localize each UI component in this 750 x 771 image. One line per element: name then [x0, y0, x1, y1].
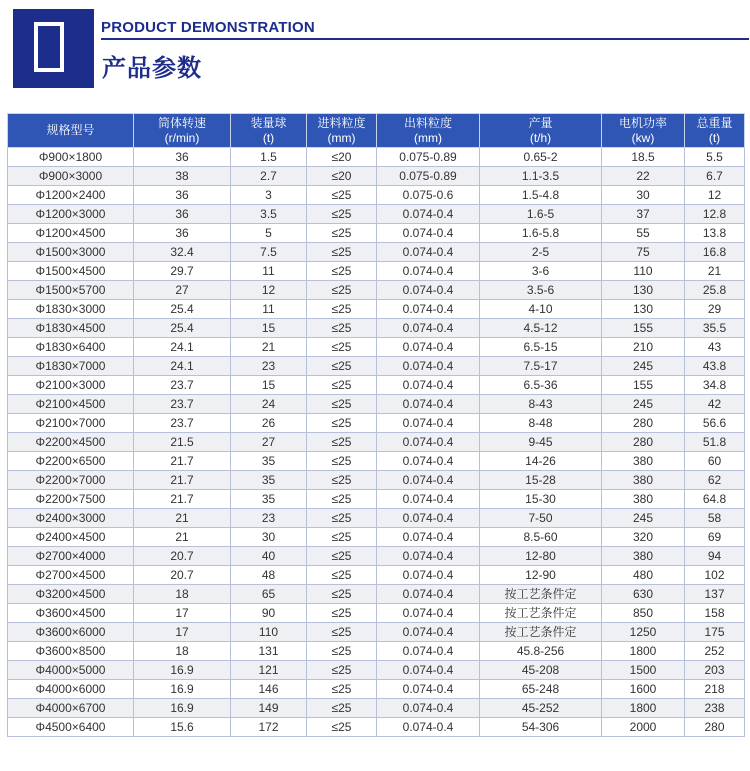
- cell-capacity: 1.5-4.8: [480, 186, 602, 205]
- table-row: [8, 547, 745, 566]
- col-header-model: 规格型号: [8, 114, 134, 148]
- table-row: [8, 338, 745, 357]
- col-header-feed-size: 进料粒度 (mm): [307, 114, 377, 148]
- table-row: [8, 490, 745, 509]
- title-divider: [101, 38, 749, 40]
- title-english: PRODUCT DEMONSTRATION: [101, 19, 315, 36]
- cell-feed-size: ≤20: [307, 148, 377, 167]
- cell-model: Φ2100×7000: [8, 414, 134, 433]
- cell-feed-size: ≤25: [307, 395, 377, 414]
- cell-weight: 51.8: [685, 433, 745, 452]
- cell-feed-size: ≤25: [307, 414, 377, 433]
- cell-weight: 42: [685, 395, 745, 414]
- cell-discharge-size: 0.074-0.4: [377, 490, 480, 509]
- cell-motor-power: 110: [602, 262, 685, 281]
- cell-speed: 18: [134, 585, 231, 604]
- cell-motor-power: 850: [602, 604, 685, 623]
- cell-speed: 20.7: [134, 566, 231, 585]
- cell-capacity: 65-248: [480, 680, 602, 699]
- cell-ball-load: 149: [231, 699, 307, 718]
- cell-discharge-size: 0.074-0.4: [377, 319, 480, 338]
- table-row: [8, 243, 745, 262]
- cell-feed-size: ≤25: [307, 262, 377, 281]
- cell-ball-load: 48: [231, 566, 307, 585]
- cell-feed-size: ≤25: [307, 680, 377, 699]
- cell-motor-power: 280: [602, 433, 685, 452]
- cell-speed: 32.4: [134, 243, 231, 262]
- cell-model: Φ2200×7000: [8, 471, 134, 490]
- cell-motor-power: 1500: [602, 661, 685, 680]
- cell-ball-load: 30: [231, 528, 307, 547]
- cell-ball-load: 7.5: [231, 243, 307, 262]
- cell-model: Φ900×3000: [8, 167, 134, 186]
- cell-model: Φ3600×6000: [8, 623, 134, 642]
- cell-capacity: 54-306: [480, 718, 602, 737]
- cell-ball-load: 24: [231, 395, 307, 414]
- cell-weight: 64.8: [685, 490, 745, 509]
- cell-capacity: 1.6-5: [480, 205, 602, 224]
- logo-frame: [34, 22, 64, 72]
- cell-capacity: 12-90: [480, 566, 602, 585]
- col-header-speed: 筒体转速 (r/min): [134, 114, 231, 148]
- cell-model: Φ4000×6000: [8, 680, 134, 699]
- cell-model: Φ2200×7500: [8, 490, 134, 509]
- cell-feed-size: ≤25: [307, 490, 377, 509]
- cell-model: Φ2700×4500: [8, 566, 134, 585]
- cell-capacity: 3.5-6: [480, 281, 602, 300]
- table-row: [8, 528, 745, 547]
- cell-feed-size: ≤25: [307, 376, 377, 395]
- cell-weight: 280: [685, 718, 745, 737]
- cell-ball-load: 3: [231, 186, 307, 205]
- cell-motor-power: 210: [602, 338, 685, 357]
- cell-speed: 36: [134, 205, 231, 224]
- cell-weight: 34.8: [685, 376, 745, 395]
- cell-motor-power: 2000: [602, 718, 685, 737]
- cell-ball-load: 110: [231, 623, 307, 642]
- cell-weight: 25.8: [685, 281, 745, 300]
- cell-feed-size: ≤25: [307, 528, 377, 547]
- table-row: [8, 585, 745, 604]
- table-header-row: [8, 114, 745, 148]
- cell-ball-load: 11: [231, 262, 307, 281]
- cell-discharge-size: 0.074-0.4: [377, 414, 480, 433]
- table-row: [8, 319, 745, 338]
- cell-discharge-size: 0.074-0.4: [377, 566, 480, 585]
- cell-motor-power: 130: [602, 281, 685, 300]
- cell-feed-size: ≤25: [307, 357, 377, 376]
- table-row: [8, 300, 745, 319]
- cell-speed: 38: [134, 167, 231, 186]
- cell-ball-load: 11: [231, 300, 307, 319]
- cell-model: Φ1830×4500: [8, 319, 134, 338]
- cell-weight: 60: [685, 452, 745, 471]
- cell-ball-load: 23: [231, 357, 307, 376]
- cell-speed: 16.9: [134, 699, 231, 718]
- cell-motor-power: 480: [602, 566, 685, 585]
- table-body: [8, 148, 745, 737]
- cell-model: Φ1200×2400: [8, 186, 134, 205]
- cell-feed-size: ≤25: [307, 509, 377, 528]
- cell-motor-power: 30: [602, 186, 685, 205]
- cell-model: Φ4000×5000: [8, 661, 134, 680]
- cell-speed: 20.7: [134, 547, 231, 566]
- cell-model: Φ1500×5700: [8, 281, 134, 300]
- cell-ball-load: 35: [231, 490, 307, 509]
- cell-discharge-size: 0.074-0.4: [377, 243, 480, 262]
- cell-discharge-size: 0.074-0.4: [377, 699, 480, 718]
- cell-feed-size: ≤25: [307, 243, 377, 262]
- table-row: [8, 262, 745, 281]
- cell-motor-power: 1600: [602, 680, 685, 699]
- cell-capacity: 45-208: [480, 661, 602, 680]
- cell-speed: 17: [134, 623, 231, 642]
- cell-discharge-size: 0.074-0.4: [377, 604, 480, 623]
- col-header-ball-load: 装量球 (t): [231, 114, 307, 148]
- cell-ball-load: 15: [231, 376, 307, 395]
- cell-weight: 203: [685, 661, 745, 680]
- cell-capacity: 0.65-2: [480, 148, 602, 167]
- cell-weight: 102: [685, 566, 745, 585]
- cell-discharge-size: 0.074-0.4: [377, 718, 480, 737]
- cell-weight: 5.5: [685, 148, 745, 167]
- cell-motor-power: 18.5: [602, 148, 685, 167]
- cell-model: Φ4500×6400: [8, 718, 134, 737]
- cell-motor-power: 245: [602, 509, 685, 528]
- table-row: [8, 281, 745, 300]
- cell-speed: 27: [134, 281, 231, 300]
- cell-speed: 23.7: [134, 414, 231, 433]
- cell-discharge-size: 0.074-0.4: [377, 205, 480, 224]
- cell-model: Φ2200×6500: [8, 452, 134, 471]
- cell-model: Φ2700×4000: [8, 547, 134, 566]
- cell-speed: 25.4: [134, 319, 231, 338]
- table-row: [8, 566, 745, 585]
- cell-model: Φ1500×4500: [8, 262, 134, 281]
- cell-capacity: 按工艺条件定: [480, 604, 602, 623]
- cell-speed: 21.7: [134, 452, 231, 471]
- table-row: [8, 205, 745, 224]
- cell-capacity: 4.5-12: [480, 319, 602, 338]
- cell-discharge-size: 0.074-0.4: [377, 509, 480, 528]
- cell-model: Φ2400×3000: [8, 509, 134, 528]
- cell-speed: 21: [134, 509, 231, 528]
- cell-feed-size: ≤25: [307, 585, 377, 604]
- cell-capacity: 14-26: [480, 452, 602, 471]
- cell-motor-power: 55: [602, 224, 685, 243]
- cell-model: Φ900×1800: [8, 148, 134, 167]
- cell-speed: 24.1: [134, 338, 231, 357]
- cell-model: Φ1830×6400: [8, 338, 134, 357]
- cell-feed-size: ≤25: [307, 338, 377, 357]
- col-header-capacity: 产量 (t/h): [480, 114, 602, 148]
- table-row: [8, 148, 745, 167]
- cell-capacity: 8-48: [480, 414, 602, 433]
- table-row: [8, 414, 745, 433]
- cell-motor-power: 320: [602, 528, 685, 547]
- cell-capacity: 15-28: [480, 471, 602, 490]
- cell-speed: 23.7: [134, 395, 231, 414]
- cell-motor-power: 130: [602, 300, 685, 319]
- cell-discharge-size: 0.074-0.4: [377, 300, 480, 319]
- cell-speed: 16.9: [134, 680, 231, 699]
- cell-weight: 21: [685, 262, 745, 281]
- cell-ball-load: 23: [231, 509, 307, 528]
- cell-discharge-size: 0.074-0.4: [377, 680, 480, 699]
- table-row: [8, 604, 745, 623]
- cell-motor-power: 380: [602, 490, 685, 509]
- cell-discharge-size: 0.074-0.4: [377, 376, 480, 395]
- spec-table: [7, 113, 745, 737]
- cell-capacity: 8.5-60: [480, 528, 602, 547]
- cell-ball-load: 35: [231, 452, 307, 471]
- cell-speed: 23.7: [134, 376, 231, 395]
- cell-speed: 15.6: [134, 718, 231, 737]
- cell-capacity: 按工艺条件定: [480, 623, 602, 642]
- cell-model: Φ1200×4500: [8, 224, 134, 243]
- table-row: [8, 357, 745, 376]
- cell-weight: 58: [685, 509, 745, 528]
- cell-model: Φ1830×3000: [8, 300, 134, 319]
- cell-speed: 36: [134, 148, 231, 167]
- cell-ball-load: 21: [231, 338, 307, 357]
- cell-weight: 252: [685, 642, 745, 661]
- cell-model: Φ1200×3000: [8, 205, 134, 224]
- cell-weight: 12: [685, 186, 745, 205]
- cell-feed-size: ≤25: [307, 566, 377, 585]
- cell-discharge-size: 0.074-0.4: [377, 547, 480, 566]
- cell-discharge-size: 0.074-0.4: [377, 224, 480, 243]
- cell-capacity: 7-50: [480, 509, 602, 528]
- cell-discharge-size: 0.074-0.4: [377, 642, 480, 661]
- cell-model: Φ3600×4500: [8, 604, 134, 623]
- cell-ball-load: 146: [231, 680, 307, 699]
- cell-weight: 175: [685, 623, 745, 642]
- table-row: [8, 718, 745, 737]
- cell-ball-load: 90: [231, 604, 307, 623]
- cell-capacity: 12-80: [480, 547, 602, 566]
- cell-weight: 94: [685, 547, 745, 566]
- cell-feed-size: ≤25: [307, 699, 377, 718]
- cell-weight: 35.5: [685, 319, 745, 338]
- cell-discharge-size: 0.075-0.89: [377, 148, 480, 167]
- cell-capacity: 15-30: [480, 490, 602, 509]
- cell-speed: 29.7: [134, 262, 231, 281]
- cell-feed-size: ≤20: [307, 167, 377, 186]
- cell-discharge-size: 0.074-0.4: [377, 262, 480, 281]
- cell-capacity: 6.5-15: [480, 338, 602, 357]
- cell-weight: 12.8: [685, 205, 745, 224]
- cell-ball-load: 172: [231, 718, 307, 737]
- cell-motor-power: 1800: [602, 642, 685, 661]
- cell-motor-power: 245: [602, 357, 685, 376]
- cell-capacity: 9-45: [480, 433, 602, 452]
- cell-motor-power: 380: [602, 471, 685, 490]
- cell-motor-power: 630: [602, 585, 685, 604]
- cell-motor-power: 1800: [602, 699, 685, 718]
- cell-discharge-size: 0.074-0.4: [377, 281, 480, 300]
- table-row: [8, 167, 745, 186]
- cell-feed-size: ≤25: [307, 604, 377, 623]
- cell-speed: 21.5: [134, 433, 231, 452]
- cell-ball-load: 65: [231, 585, 307, 604]
- cell-model: Φ1830×7000: [8, 357, 134, 376]
- table-row: [8, 395, 745, 414]
- cell-weight: 6.7: [685, 167, 745, 186]
- cell-ball-load: 26: [231, 414, 307, 433]
- table-row: [8, 452, 745, 471]
- cell-ball-load: 121: [231, 661, 307, 680]
- table-row: [8, 224, 745, 243]
- cell-capacity: 按工艺条件定: [480, 585, 602, 604]
- cell-capacity: 45-252: [480, 699, 602, 718]
- cell-capacity: 1.1-3.5: [480, 167, 602, 186]
- table-row: [8, 186, 745, 205]
- cell-discharge-size: 0.074-0.4: [377, 528, 480, 547]
- cell-model: Φ4000×6700: [8, 699, 134, 718]
- cell-speed: 18: [134, 642, 231, 661]
- cell-speed: 16.9: [134, 661, 231, 680]
- table-row: [8, 471, 745, 490]
- cell-weight: 62: [685, 471, 745, 490]
- cell-motor-power: 380: [602, 547, 685, 566]
- cell-model: Φ2400×4500: [8, 528, 134, 547]
- page-title: 产品参数: [102, 54, 202, 82]
- cell-speed: 21.7: [134, 490, 231, 509]
- cell-motor-power: 155: [602, 319, 685, 338]
- cell-weight: 69: [685, 528, 745, 547]
- cell-feed-size: ≤25: [307, 224, 377, 243]
- cell-motor-power: 245: [602, 395, 685, 414]
- cell-feed-size: ≤25: [307, 547, 377, 566]
- cell-speed: 17: [134, 604, 231, 623]
- table-row: [8, 661, 745, 680]
- cell-weight: 13.8: [685, 224, 745, 243]
- cell-weight: 43: [685, 338, 745, 357]
- cell-weight: 158: [685, 604, 745, 623]
- cell-model: Φ2100×3000: [8, 376, 134, 395]
- cell-discharge-size: 0.074-0.4: [377, 661, 480, 680]
- cell-discharge-size: 0.074-0.4: [377, 585, 480, 604]
- table-row: [8, 680, 745, 699]
- cell-discharge-size: 0.075-0.6: [377, 186, 480, 205]
- cell-discharge-size: 0.074-0.4: [377, 623, 480, 642]
- cell-feed-size: ≤25: [307, 642, 377, 661]
- cell-ball-load: 1.5: [231, 148, 307, 167]
- cell-model: Φ2200×4500: [8, 433, 134, 452]
- cell-model: Φ3200×4500: [8, 585, 134, 604]
- cell-feed-size: ≤25: [307, 433, 377, 452]
- col-header-weight: 总重量 (t): [685, 114, 745, 148]
- cell-ball-load: 3.5: [231, 205, 307, 224]
- cell-ball-load: 2.7: [231, 167, 307, 186]
- cell-discharge-size: 0.074-0.4: [377, 395, 480, 414]
- cell-discharge-size: 0.074-0.4: [377, 452, 480, 471]
- cell-motor-power: 37: [602, 205, 685, 224]
- cell-feed-size: ≤25: [307, 718, 377, 737]
- cell-motor-power: 280: [602, 414, 685, 433]
- cell-speed: 21: [134, 528, 231, 547]
- cell-feed-size: ≤25: [307, 300, 377, 319]
- cell-capacity: 4-10: [480, 300, 602, 319]
- cell-ball-load: 40: [231, 547, 307, 566]
- cell-speed: 21.7: [134, 471, 231, 490]
- cell-discharge-size: 0.074-0.4: [377, 338, 480, 357]
- cell-discharge-size: 0.075-0.89: [377, 167, 480, 186]
- page-header: [0, 0, 750, 100]
- cell-ball-load: 131: [231, 642, 307, 661]
- cell-ball-load: 5: [231, 224, 307, 243]
- cell-feed-size: ≤25: [307, 319, 377, 338]
- cell-feed-size: ≤25: [307, 186, 377, 205]
- table-row: [8, 699, 745, 718]
- cell-model: Φ3600×8500: [8, 642, 134, 661]
- cell-motor-power: 155: [602, 376, 685, 395]
- cell-ball-load: 27: [231, 433, 307, 452]
- cell-speed: 25.4: [134, 300, 231, 319]
- cell-weight: 29: [685, 300, 745, 319]
- col-header-discharge-size: 出料粒度 (mm): [377, 114, 480, 148]
- table-row: [8, 623, 745, 642]
- cell-feed-size: ≤25: [307, 623, 377, 642]
- cell-motor-power: 75: [602, 243, 685, 262]
- cell-model: Φ2100×4500: [8, 395, 134, 414]
- table-row: [8, 376, 745, 395]
- cell-weight: 56.6: [685, 414, 745, 433]
- table-row: [8, 509, 745, 528]
- brand-logo: [13, 9, 94, 88]
- cell-weight: 218: [685, 680, 745, 699]
- cell-weight: 137: [685, 585, 745, 604]
- cell-capacity: 6.5-36: [480, 376, 602, 395]
- cell-model: Φ1500×3000: [8, 243, 134, 262]
- cell-capacity: 2-5: [480, 243, 602, 262]
- cell-capacity: 8-43: [480, 395, 602, 414]
- cell-speed: 24.1: [134, 357, 231, 376]
- cell-weight: 43.8: [685, 357, 745, 376]
- cell-discharge-size: 0.074-0.4: [377, 357, 480, 376]
- cell-feed-size: ≤25: [307, 452, 377, 471]
- table-row: [8, 642, 745, 661]
- cell-motor-power: 22: [602, 167, 685, 186]
- cell-speed: 36: [134, 224, 231, 243]
- col-header-motor-power: 电机功率 (kw): [602, 114, 685, 148]
- cell-speed: 36: [134, 186, 231, 205]
- cell-feed-size: ≤25: [307, 205, 377, 224]
- cell-motor-power: 1250: [602, 623, 685, 642]
- cell-discharge-size: 0.074-0.4: [377, 471, 480, 490]
- cell-motor-power: 380: [602, 452, 685, 471]
- cell-weight: 16.8: [685, 243, 745, 262]
- cell-capacity: 1.6-5.8: [480, 224, 602, 243]
- cell-ball-load: 15: [231, 319, 307, 338]
- cell-ball-load: 35: [231, 471, 307, 490]
- cell-discharge-size: 0.074-0.4: [377, 433, 480, 452]
- cell-capacity: 3-6: [480, 262, 602, 281]
- cell-feed-size: ≤25: [307, 281, 377, 300]
- table-row: [8, 433, 745, 452]
- cell-capacity: 7.5-17: [480, 357, 602, 376]
- cell-feed-size: ≤25: [307, 471, 377, 490]
- cell-weight: 238: [685, 699, 745, 718]
- cell-feed-size: ≤25: [307, 661, 377, 680]
- cell-capacity: 45.8-256: [480, 642, 602, 661]
- cell-ball-load: 12: [231, 281, 307, 300]
